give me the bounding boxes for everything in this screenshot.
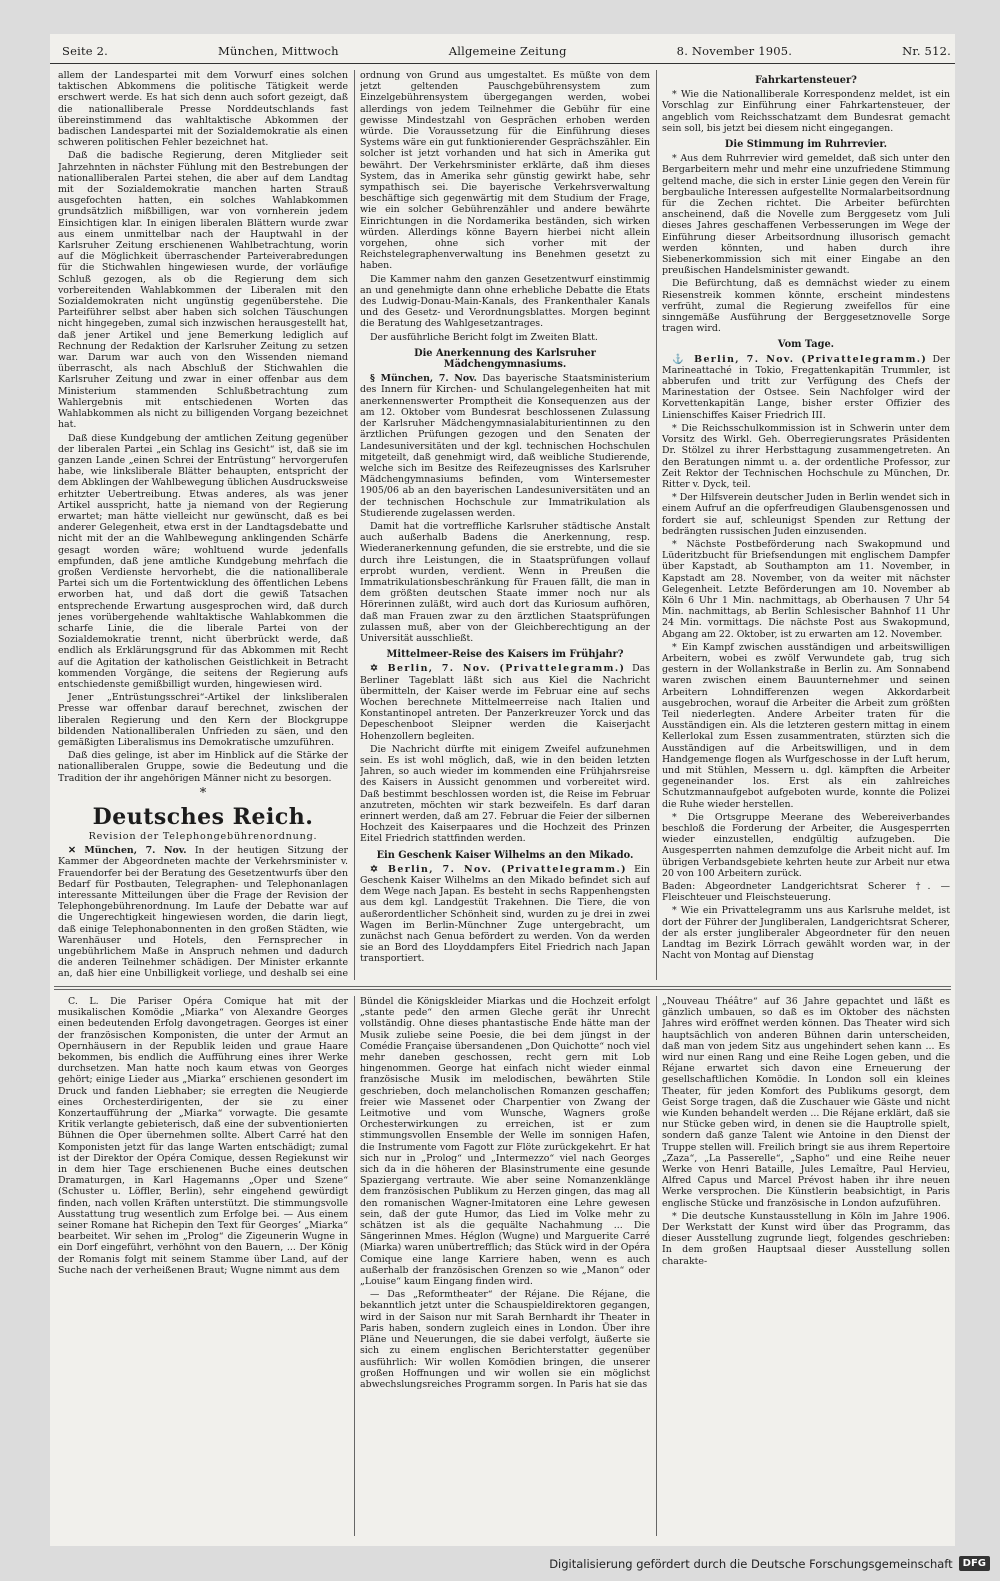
article-body: In der heutigen Sitzung der Kammer der Abgeordneten machte der Verkehrsminister v. Frauendorfer bei der Beratung des Gesetzentwurfs über den Bedarf für Postbauten, Telegraphen- und Telephonanlagen interessante Mitteilungen über die Frage der Revision der Telephongebührenordnung. Im Laufe der Debatte war auf die Ungerechtigkeit hingewiesen worden, die darin liegt, daß einige Telephonabonnenten in den großen Städten, wie Warenhäuser und Hotels, den Fernsprecher in ungebührlichem Maße in Anspruch nehmen und dadurch die anderen Teilnehmer schädigen. Der Minister erkannte an, daß hier eine Unbilligkeit vorliege, und deshalb sei eine — [58, 845, 348, 980]
article-body: Ein Geschenk Kaiser Wilhelms an den Mikado befindet sich auf dem Wege nach Japan. Es besteht in sechs Rappenhengsten aus dem kgl. Landgestüt Trakehnen. Die Tiere, die von außerordentlicher Schönheit sind, wurden zu je drei in zwei Wagen im Berlin-Münchner Zuge untergebracht, um zunächst nach Genua befördert zu werden. Von da werden sie an Bord des Lloyddampfers Eitel Friedrich nach Japan transportiert. — [360, 863, 650, 965]
dateline: ✡ Berlin, 7. Nov. (Privattelegramm.) — [370, 663, 626, 675]
article-title: Vom Tage. — [777, 339, 835, 351]
paragraph: allem der Landespartei mit dem Vorwurf eines solchen taktischen Abkommens die politische Tätigkeit werde erschwert werde. Es hat sich denn auch sofort gezeigt, daß die nationalliberale Presse Norddeutschlands fast übereinstimmend das wahltaktische Abkommen der badischen Landespartei mit der Sozialdemokratie als einen schweren politischen Fehler bezeichnet hat. — [58, 70, 348, 149]
paragraph: * Wie ein Privattelegramm uns aus Karlsruhe meldet, ist dort der Führer der Jungliberalen, Landgerichtsrat Scherer, der als erster jungliberaler Abgeordneter für den neuen Landtag im Bezirk Lörrach gewählt worden war, in der Nacht von Montag auf Dienstag — [662, 905, 950, 962]
dateline: ✡ Berlin, 7. Nov. (Privattelegramm.) — [370, 863, 627, 875]
paragraph: Jener „Entrüstungsschrei“-Artikel der linksliberalen Presse war offenbar darauf berechnet, zwischen der liberalen Regierung und den Kern der Blockgruppe bildenden Nationalliberalen Unfrieden zu säen, und den gemäßigten Liberalismus ins Demokratische umzuführen. — [58, 692, 348, 748]
article-title: Fahrkartensteuer? — [755, 75, 857, 86]
feuilleton-divider — [54, 986, 951, 987]
paragraph: Daß dies gelinge, ist aber im Hinblick auf die Stärke der nationalliberalen Gruppe, sowie die Bedeutung und die Tradition der ihr angehörigen Männer nicht zu besorgen. — [58, 750, 348, 784]
column-divider — [354, 996, 355, 1536]
section-separator: * — [199, 785, 207, 801]
issue-date: 8. November 1905. — [676, 44, 793, 58]
feuilleton-column-2 — [360, 996, 650, 1536]
dateline: ✕ München, 7. Nov. — [68, 845, 187, 857]
paragraph: „Nouveau Théâtre“ auf 36 Jahre gepachtet und läßt es gänzlich umbauen, so daß es im Oktober des nächsten Jahres wird eröffnet werden können. Das Theater wird sich hauptsächlich von anderen Bühnen darin unterscheiden, daß man von jedem Sitz aus ungehindert sehen kann ... Es wird nur einen Rang und eine Reihe Logen geben, und die Réjane erwartet sich davon eine Erneuerung der gesellschaftlichen Komödie. In London soll ein kleines Theater, für jeden Komfort des Publikums gesorgt, dem Geist Sorge tragen, daß die Zuschauer wie Gäste und nicht wie Kunden behandelt werden ... Die Réjane erklärt, daß sie nur Stücke geben wird, in denen sie die Hauptrolle spielt, sondern daß ganze Talent wie Antoine in den Dienst der Truppe stellen will. Freilich bringt sie aus ihrem Repertoire „Zaza“, „La Passerelle“, „Sapho“ und eine Reihe neuer Werke von Henri Bataille, Jules Lemaître, Paul Hervieu, Alfred Capus und Marcel Prévost haben ihr ihre neuen Werke versprochen. Die Künstlerin beabsichtigt, in Paris englische Stücke und französische in London aufzuführen. — [662, 996, 950, 1209]
newspaper-page — [50, 34, 955, 1546]
article-body: Der Marineattaché in Tokio, Fregattenkapitän Trummler, ist abberufen und tritt zur Verfügung des Chefs der Marinestation der Ostsee. Sein Nachfolger wird der Korvettenkapitän Lange, bisher erster Offizier des Linienschiffes Kaiser Friedrich III. — [662, 353, 950, 421]
page-number: Seite 2. — [62, 44, 109, 58]
credit-text: Digitalisierung gefördert durch die Deutsche Forschungsgemeinschaft — [549, 1556, 953, 1571]
paragraph: * Die Ortsgruppe Meerane des Webereiverbandes beschloß die Forderung der Arbeiter, die Ausgesperrten wieder einzustellen, endgültig aufzugeben. Die Ausgesperrten nahmen demzufolge die Arbeit nicht auf. Im übrigen Verbandsgebiete kehrten heute zur Arbeit nur etwa 20 von 100 Arbeitern zurück. — [662, 811, 950, 879]
section-title-deutsches-reich: Deutsches Reich. — [92, 804, 314, 830]
feuilleton-column-3 — [662, 996, 950, 1536]
issue-number: Nr. 512. — [902, 44, 951, 58]
digitization-credit — [549, 1556, 990, 1571]
page-header — [50, 44, 955, 64]
dateline: § München, 7. Nov. — [370, 373, 477, 385]
paragraph: Bündel die Königskleider Miarkas und die Hochzeit erfolgt „stante pede“ den armen Gleche gerät ihr Unrecht vollständig. Ohne dieses phantastische Ende hätte man der Musik zuliebe seine Poesie, die bei dem jüngst in der Comédie Française übersandenen „Don Quichotte“ noch viel mehr daneben geschossen, recht gern mit Lob hingenommen. George hat einfach nicht wieder einmal französische Musik im melodischen, bewährten Stile geschrieben, doch melancholischen Romanzen geschaffen; freier wie Massenet oder Charpentier von Zwang der Leitmotive und vom Wunsche, Wagners große Orchesterwirkungen zu erreichen, ist er zum stimmungsvollen Ensemble der Welle im sonnigen Hafen, die Instrumente vom Fagott zur Flöte zurückgekehrt. Er hat sich nur in „Prolog“ und „Intermezzo“ viel nach Georges sich da in die höheren der Blasinstrumente eine gesunde Spaziergang vertraute. Wie aber seine Nomanzenklänge dem französischen Publikum zu Herzen gingen, das mag all den romanischen Wagner-Imitatoren eine Lehre gewesen sein, daß der gute Humor, das Lied im Volke mehr zu schätzen ist als die gequälte Nachahmung ... Die Sängerinnen Mmes. Héglon (Wugne) und Marguerite Carré (Miarka) waren unübertrefflich; das Stück wird in der Opéra Comique eine lange Karriere haben, wenn es auch außerhalb der französischen Grenzen so wie „Manon“ oder „Louise“ kaum Eingang finden wird. — [360, 996, 650, 1288]
paragraph: Damit hat die vortreffliche Karlsruher städtische Anstalt auch außerhalb Badens die Anerkennung, resp. Wiederanerkennung gefunden, die sie erstrebte, und die sie durch ihre Leistungen, die in Staatsprüfungen vollauf erprobt wurden, verdient. Wenn in Preußen die Immatrikulationsbeschränkung für Frauen fällt, die man in dem größten deutschen Staate immer noch nur als Hörerinnen zuläßt, wird auch dort das Kuriosum aufhören, daß man Frauen zwar zu den ärztlichen Staatsprüfungen zulassen muß, aber von der Gleichberechtigung an der Universität ausschließt. — [360, 520, 650, 644]
paragraph: Baden: Abgeordneter Landgerichtsrat Scherer †. — Fleischteuer und Fleischsteuerung. — [662, 881, 950, 904]
paragraph: Daß diese Kundgebung der amtlichen Zeitung gegenüber der liberalen Partei „ein Schlag ins Gesicht“ ist, daß sie im ganzen Lande „einen Schrei der Entrüstung“ hervorgerufen habe, wie linksliberale Blätter behaupten, entspricht der dem Abklingen der Wahlbewegung üblichen Ausdrucksweise erhitzter Uebertreibung. Etwas anderes, als was jener Artikel ausspricht, hatte ja niemand von der Regierung erwartet; man hätte vielleicht nur gewünscht, daß es bei anderer Gelegenheit, etwa erst in der Landtagsdebatte und nicht mit der an die Wahlbewegung anklingenden Schärfe gesagt worden wäre; wohltuend wurde jedenfalls empfunden, daß jene amtliche Kundgebung mehrfach die großen Verdienste hervorhebt, die die nationalliberale Partei sich um die Fortentwicklung des öffentlichen Lebens erworben hat, und daß dort die gewiß Tatsachen entsprechende Erwartung ausgesprochen wird, daß durch jenes vorübergehende wahltaktische Wahlabkommen die scharfe Linie, die die liberale Partei von der Sozialdemokratie trennt, nicht überbrückt werde, daß endlich als Erklärungsgrund für das Abkommen mit Recht auf die Agitation der katholischen Geistlichkeit in Betracht kommenden Vorgänge, die seitens der Regierung aufs entschiedenste gemißbilligt wurden, hingewiesen wird. — [58, 432, 348, 690]
paragraph: Die Kammer nahm den ganzen Gesetzentwurf einstimmig an und genehmigte dann ohne erhebliche Debatte die Etats des Ludwig-Donau-Main-Kanals, des Frankenthaler Kanals und des Gesetz- und Verordnungsblattes. Morgen beginnt die Beratung des Wahlgesetzantrages. — [360, 273, 650, 330]
paragraph: * Aus dem Ruhrrevier wird gemeldet, daß sich unter den Bergarbeitern mehr und mehr eine unzufriedene Stimmung geltend mache, die sich in erster Linie gegen den Verein für bergbauliche Interessen aufgestellte Normalarbeitsordnung für die Zechen richtet. Die Arbeiter befürchten anscheinend, daß die Novelle zum Berggesetz vom Juli dieses Jahres geschaffenen Verbesserungen im Wege der Einführung dieser Arbeitsordnung illusorisch gemacht werden könnten, und haben durch ihre Siebenerkommission sich mit einer Eingabe an den preußischen Handelsminister gewandt. — [662, 153, 950, 277]
column-2 — [360, 70, 650, 980]
dateline: ⚓ Berlin, 7. Nov. (Privattelegramm.) — [672, 353, 928, 365]
paragraph: Die Befürchtung, daß es demnächst wieder zu einem Riesenstreik kommen könnte, erscheint mindestens verfrüht, zumal die Regierung zweifellos für eine sinngemäße Ausführung der Berggesetznovelle Sorge tragen wird. — [662, 278, 950, 335]
newspaper-name: Allgemeine Zeitung — [448, 44, 567, 58]
paragraph: Der ausführliche Bericht folgt im Zweiten Blatt. — [370, 331, 598, 343]
paragraph: * Die Reichsschulkommission ist in Schwerin unter dem Vorsitz des Wirkl. Geh. Oberregierungsrates Präsidenten Dr. Stölzel zu ihrer Herbsttagung zusammengetreten. An den Beratungen nimmt u. a. der ordentliche Professor, zur Zeit Rektor der Technischen Hochschule zu München, Dr. Ritter v. Dyck, teil. — [662, 422, 950, 490]
column-3 — [662, 70, 950, 980]
column-divider — [656, 996, 657, 1536]
paragraph: C. L. Die Pariser Opéra Comique hat mit der musikalischen Komödie „Miarka“ von Alexandre Georges einen bedeutenden Erfolg davongetragen. Georges ist einer der französischen Komponisten, die unter der Armut an Opernhäusern in der Republik leiden und graue Haare bekommen, bis endlich die Aufführung eines ihrer Werke durchsetzen. Man hatte noch kaum etwas von Georges gehört; einige Lieder aus „Miarka“ erschienen gesondert im Druck und fanden Liebhaber; sie erregten die Neugierde eines Orchesterdirigenten, der sie zu einer Konzertaufführung der „Miarka“ vorwagte. Die gesamte Kritik verlangte gebieterisch, daß eine der subventionierten Bühnen die Oper übernehmen sollte. Albert Carré hat den Komponisten jetzt für das lange Warten entschädigt; zumal ist der Direktor der Opéra Comique, dessen Regiekunst wir in dem hier Tage erschienenen Buche eines deutschen Dramaturgen, in Karl Hagemanns „Oper und Szene“ (Schuster u. Löffler, Berlin), sehr eingehend gewürdigt finden, nach vollen Kräften unterstützt. Die stimmungsvolle Ausstattung trug wesentlich zum Erfolge bei. — Aus einem seiner Romane hat Richepin den Text für Georges’ „Miarka“ bearbeitet. Wir sehen im „Prolog“ die Zigeunerin Wugne in ein Dorf eingeführt, verhöhnt von den Bauern, ... Der König der Romanis folgt mit seinem Stamme über Land, auf der Suche nach der verheißenen Braut; Wugne nimmt aus dem — [58, 996, 348, 1276]
paragraph: Die Nachricht dürfte mit einigem Zweifel aufzunehmen sein. Es ist wohl möglich, daß, wie in den beiden letzten Jahren, so auch wieder im kommenden eine Frühjahrsreise des Kaisers in Aussicht genommen und vorbereitet wird. Daß bestimmt beschlossen worden ist, die Reise im Februar anzutreten, möchten wir stark bezweifeln. Es darf daran erinnert werden, daß am 27. Februar die Feier der silbernen Hochzeit des Kaiserpaares und die Hochzeit des Prinzen Eitel Friedrich stattfinden werden. — [360, 743, 650, 845]
paragraph: — Das „Reformtheater“ der Réjane. Die Réjane, die bekanntlich jetzt unter die Schauspieldirektoren gegangen, wird in der Saison nur mit Sarah Bernhardt ihr Theater in Paris haben, sondern zugleich eines in London. Über ihre Pläne und Neuerungen, die sie dabei verfolgt, äußerte sie sich zu einem englischen Berichterstatter gegenüber ausführlich: Wir wollen Komödien bringen, die unserer großen Hoffnungen und wir wollen sie ein möglichst abwechslungsreiches Programm sorgen. In Paris hat sie das — [360, 1289, 650, 1390]
feuilleton-column-1 — [58, 996, 348, 1536]
article-title: Revision der Telephongebührenordnung. — [88, 831, 318, 842]
feuilleton-divider — [54, 989, 951, 990]
article-title: Die Stimmung im Ruhrrevier. — [724, 139, 888, 151]
article-body: Das Berliner Tageblatt läßt sich aus Kiel die Nachricht übermitteln, der Kaiser werde im Februar eine auf sechs Wochen berechnete Mittelmeerreise nach Italien und Konstantinopel antreten. Der Panzerkreuzer Yorck und das Depeschenboot Sleipner werden die Kaiserjacht Hohenzollern begleiten. — [360, 663, 650, 742]
article-title: Ein Geschenk Kaiser Wilhelms an den Mikado. — [376, 849, 634, 861]
column-divider — [656, 70, 657, 980]
paragraph: ordnung von Grund aus umgestaltet. Es müßte von dem jetzt geltenden Pauschgebührensystem zum Einzelgebührensystem übergegangen werden, wobei allerdings von jedem Teilnehmer die Gebühr für eine gewisse Mindestzahl von Gesprächen erhoben werden würde. Die Voraussetzung für die Einführung dieses Systems wäre ein gut funktionierender Gesprächszähler. Ein solcher ist jetzt vorhanden und hat sich in Amerika gut bewährt. Der Verkehrsminister erklärte, daß ihm dieses System, das in Amerika sehr günstig gewirkt habe, sehr sympathisch sei. Die bayerische Verkehrsverwaltung beschäftige sich gegenwärtig mit dem Studium der Frage, wie ein solcher Gebührenzähler und andere bewährte Einrichtungen in die Nordamerika beständen, sich wirken würden. Allerdings könne Bayern hierbei nicht allein vorgehen, ohne sich vorher mit der Reichstelegraphenverwaltung ins Benehmen gesetzt zu haben. — [360, 70, 650, 272]
dfg-logo: DFG — [959, 1556, 990, 1571]
column-1 — [58, 70, 348, 980]
article-body: Das bayerische Staatsministerium des Innern für Kirchen- und Schulangelegenheiten hat mit anerkennenswerter Promptheit die Konsequenzen aus der am 12. Oktober vom Bundesrat beschlossenen Zulassung der Karlsruher Mädchengymnasialabiturientinnen zu den ärztlichen Prüfungen gezogen und den Senaten der Landesuniversitäten und der kgl. technischen Hochschulen mitgeteilt, daß genehmigt wird, daß weibliche Studierende, welche sich im Besitze des Reifezeugnisses des Karlsruher Mädchengymnasiums befinden, vom Wintersemester 1905/06 ab an den bayerischen Landesuniversitäten und an der technischen Hochschule zur Immatrikulation als Studierende zugelassen werden. — [360, 373, 650, 519]
paragraph: * Die deutsche Kunstausstellung in Köln im Jahre 1906. Der Werkstatt der Kunst wird über das Programm, das dieser Ausstellung zugrunde liegt, folgendes geschrieben: In dem großen Hauptsaal dieser Ausstellung sollen charakte- — [662, 1210, 950, 1267]
paragraph: * Nächste Postbeförderung nach Swakopmund und Lüderitzbucht für Briefsendungen mit englischem Dampfer über Kapstadt, ab Southampton am 11. November, in Kapstadt am 28. November, von da weiter mit nächster Gelegenheit. Letzte Beförderungen am 10. November ab Köln 6 Uhr 1 Min. nachmittags, ab Oberhausen 7 Uhr 54 Min. nachmittags, ab Berlin Schlesischer Bahnhof 11 Uhr 24 Min. vormittags. Die nächste Post aus Swakopmund, Abgang am 22. Oktober, ist zu erwarten am 12. November. — [662, 538, 950, 640]
paragraph: * Ein Kampf zwischen ausständigen und arbeitswilligen Arbeitern, wobei es zwölf Verwundete gab, trug sich gestern in der Wollankstraße in Berlin zu. Am Sonnabend waren zwischen einem Bauunternehmer und seinen Arbeitern Lohndifferenzen wegen Akkordarbeit ausgebrochen, worauf die Arbeiter die Arbeit zum größten Teil niederlegten. Andere Arbeiter traten für die Ausständigen ein. Als die letzteren gestern mittag in einem Kellerlokal zum Essen zusammentraten, stürzten sich die Ausständigen auf die Arbeitswilligen, und in dem Handgemenge flogen als Wurfgeschosse in der Luft herum, und mit Stühlen, Messern u. dgl. kämpften die Arbeiter gegeneinander los. Erst als ein zahlreiches Schutzmannaufgebot aufgeboten wurde, konnte die Polizei die Ruhe wieder herstellen. — [662, 641, 950, 810]
paragraph: * Der Hilfsverein deutscher Juden in Berlin wendet sich in einem Aufruf an die opferfreudigen Glaubensgenossen und fordert sie auf, schleunigst Spenden zur Rettung der bedrängten russischen Juden einzusenden. — [662, 492, 950, 537]
column-divider — [354, 70, 355, 980]
paragraph: Daß die badische Regierung, deren Mitglieder seit Jahrzehnten in nächster Fühlung mit den Bestrebungen der nationalliberalen Partei stehen, die aber auf dem Landtag mit der Sozialdemokratie manchen harten Strauß ausgefochten hatten, ein solches Wahlabkommen grundsätzlich mißbilligen, war von vornherein jedem Einsichtigen klar. In einigen liberalen Blättern wurde zwar aus einem unmittelbar nach der Hauptwahl in der Karlsruher Zeitung erschienenen Wahlbetrachtung, worin auf die Möglichkeit überraschender Parteiverabredungen für die Stichwahlen hingewiesen wurde, der vorläufige Schluß gezogen, als ob die Regierung dem sich vorbereitenden Wahlabkommen der Liberalen mit den Sozialdemokraten nicht ungünstig gegenüberstehe. Die Parteiführer selbst aber haben sich solchen Täuschungen nicht hingegeben, zumal sich inzwischen herausgestellt hat, daß jener Artikel und jene Bemerkung lediglich auf Rechnung der Redaktion der Karlsruher Zeitung zu setzen war. Darum war auch von den Wissenden niemand überrascht, als nach Abschluß der Stichwahlen die Karlsruher Zeitung und zwar in einer offenbar aus dem Ministerium stammenden Schlußbetrachtung zum Wahlergebnis mit entschiedenen Worten das Wahlabkommen als nicht zu billigenden Vorgang bezeichnet hat. — [58, 150, 348, 431]
article-title: Die Anerkennung des Karlsruher Mädchengymnasiums. — [414, 347, 596, 371]
paragraph: * Wie die Nationalliberale Korrespondenz meldet, ist ein Vorschlag zur Einführung einer Fahrkartensteuer, der angeblich vom Reichsschatzamt dem Bundesrat gemacht sein soll, bis jetzt bei diesem nicht eingegangen. — [662, 89, 950, 134]
edition-city: München, Mittwoch — [218, 44, 339, 58]
article-title: Mittelmeer-Reise des Kaisers im Frühjahr? — [386, 649, 624, 661]
